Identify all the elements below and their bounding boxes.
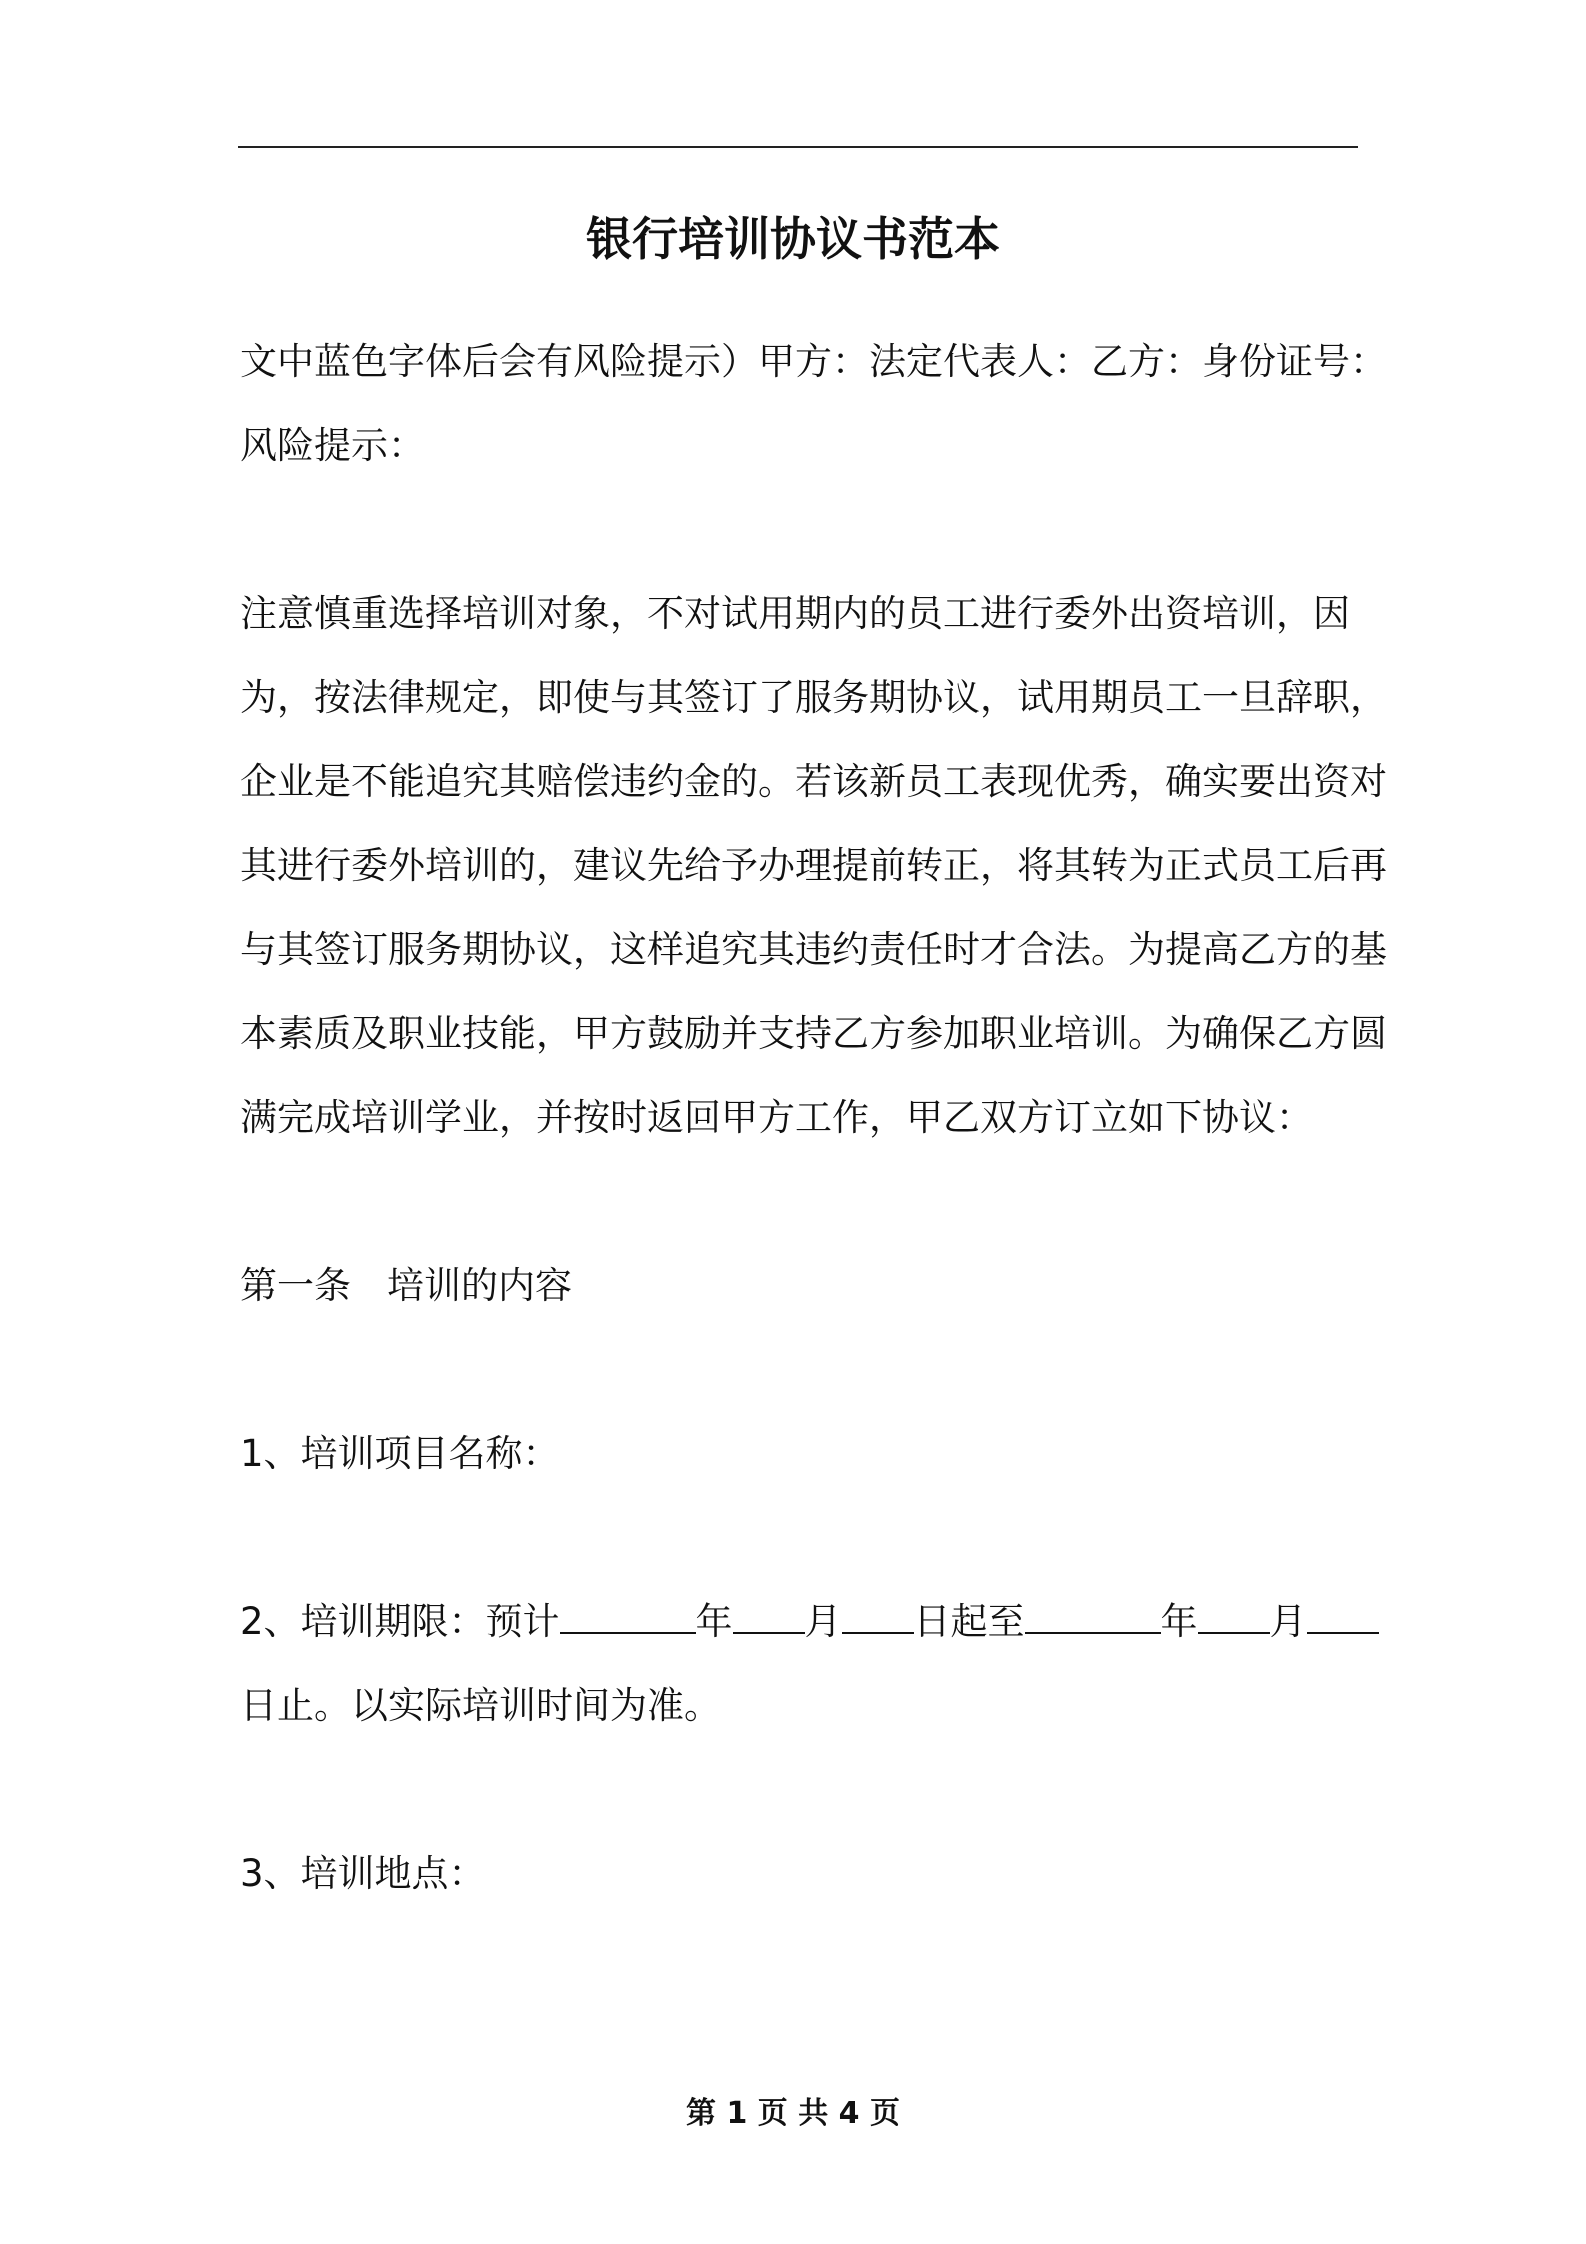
paragraph-gap [240,1328,1388,1412]
start-month-blank[interactable] [733,1592,805,1634]
item-2-year-1: 年 [695,1600,733,1643]
intro-paragraph: 文中蓝色字体后会有风险提示）甲方：法定代表人：乙方：身份证号：风险提示： [240,340,1387,467]
item-2-prefix: 2、培训期限：预计 [240,1600,560,1643]
article-1-heading [240,1244,1388,1328]
paragraph-gap [240,1496,1388,1580]
document-body [240,320,1388,1916]
item-2-training-period [240,1580,1388,1748]
paragraph-gap [240,1748,1388,1832]
paragraph-gap [240,488,1388,572]
document-title: 银行培训协议书范本 [586,212,1000,266]
end-month-blank[interactable] [1198,1592,1270,1634]
item-2-month-2: 月 [1269,1600,1307,1643]
article-1-title: 培训的内容 [387,1264,572,1307]
paragraph-gap [240,1160,1388,1244]
item-2-tail: 日止。以实际培训时间为准。 [240,1684,721,1727]
end-year-blank[interactable] [1025,1592,1161,1634]
article-1-label: 第一条 [240,1264,351,1307]
risk-note-paragraph: 注意慎重选择培训对象，不对试用期内的员工进行委外出资培训，因为，按法律规定，即使与其签订了服务期协议，试用期员工一旦辞职，企业是不能追究其赔偿违约金的。若该新员工表现优秀，确实要出资对其进行委外培训的，建议先给予办理提前转正，将其转为正式员工后再与其签订服务期协议，这样追究其违约责任时才合法。为提高乙方的基本素质及职业技能，甲方鼓励并支持乙方参加职业培训。为确保乙方圆满完成培训学业，并按时返回甲方工作，甲乙双方订立如下协议： [240,592,1387,1139]
header-rule [238,146,1358,148]
item-2-day-from: 日起至 [913,1600,1025,1643]
page-indicator: 第 1 页 共 4 页 [686,2096,900,2131]
end-day-blank[interactable] [1307,1592,1379,1634]
start-day-blank[interactable] [842,1592,914,1634]
item-1-training-name: 1、培训项目名称： [240,1432,560,1475]
item-2-year-2: 年 [1160,1600,1198,1643]
item-3-training-location: 3、培训地点： [240,1852,486,1895]
start-year-blank[interactable] [560,1592,696,1634]
item-2-month-1: 月 [804,1600,842,1643]
